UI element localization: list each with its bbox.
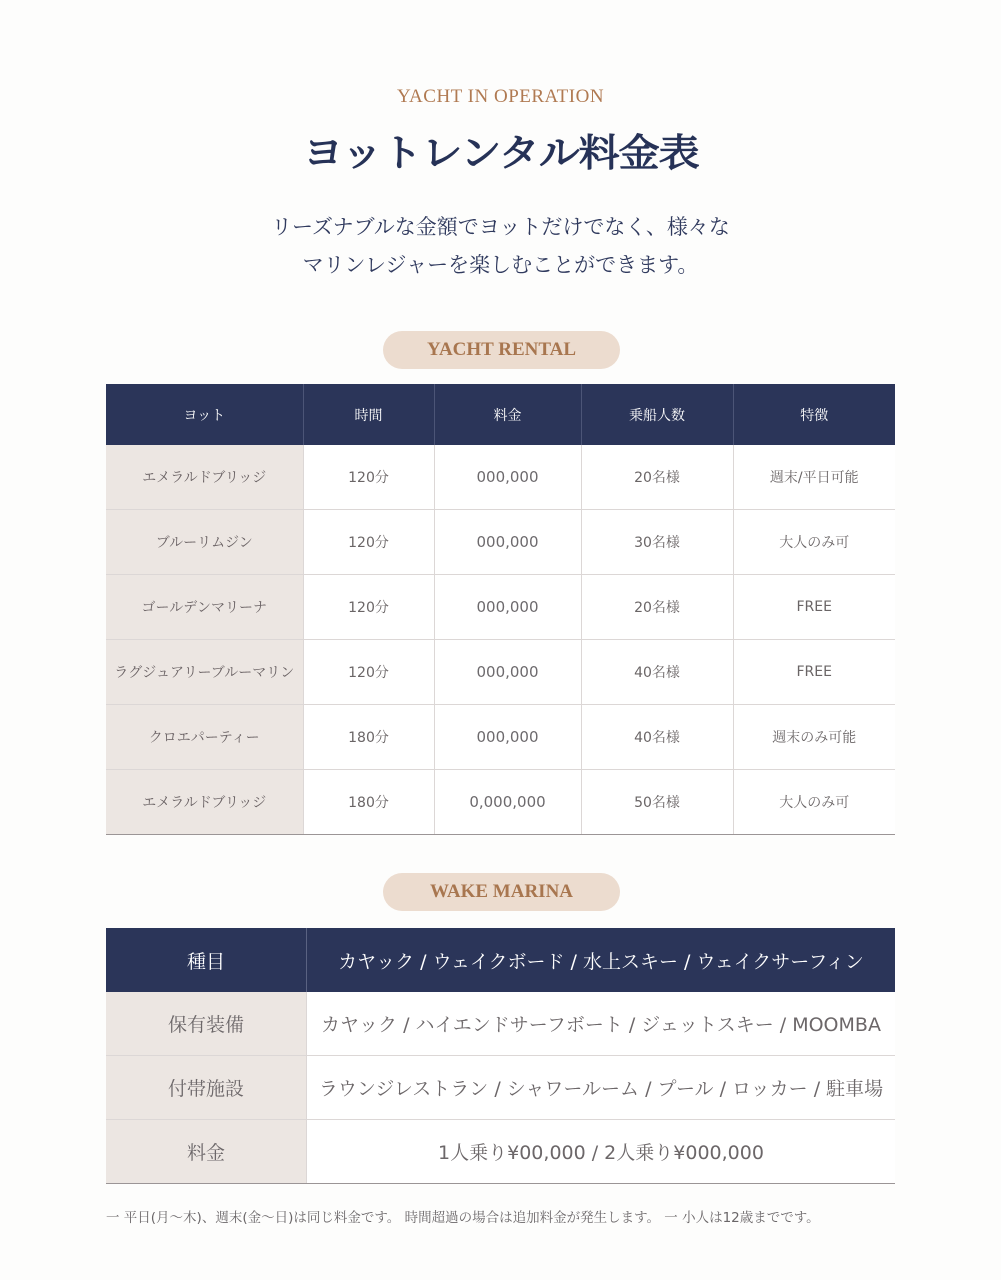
wake-marina-badge: WAKE MARINA <box>383 873 620 911</box>
yacht-price: 000,000 <box>434 445 581 510</box>
yacht-feature: 大人のみ可 <box>733 510 895 575</box>
header-feature: 特徴 <box>733 384 895 445</box>
wake-marina-table <box>106 928 895 1184</box>
page-title: ヨットレンタル料金表 <box>302 131 699 175</box>
table-row <box>106 705 895 770</box>
row-value: 1人乗り¥00,000 / 2人乗り¥000,000 <box>307 1120 896 1184</box>
yacht-capacity: 40名様 <box>581 640 733 705</box>
row-label: 料金 <box>106 1120 307 1184</box>
table-row <box>106 575 895 640</box>
header-price: 料金 <box>434 384 581 445</box>
header-activities: カヤック / ウェイクボード / 水上スキー / ウェイクサーフィン <box>307 928 896 992</box>
yacht-rental-table <box>106 384 895 835</box>
table-row <box>106 1120 895 1184</box>
yacht-capacity: 30名様 <box>581 510 733 575</box>
yacht-name: エメラルドブリッジ <box>106 445 303 510</box>
footnote: 一 平日(月〜木)、週末(金〜日)は同じ料金です。 時間超過の場合は追加料金が発生します。 一 小人は12歳までです。 <box>106 1210 820 1226</box>
yacht-capacity: 40名様 <box>581 705 733 770</box>
yacht-feature: FREE <box>733 575 895 640</box>
yacht-price: 0,000,000 <box>434 770 581 835</box>
yacht-price: 000,000 <box>434 705 581 770</box>
yacht-capacity: 20名様 <box>581 575 733 640</box>
lead-text <box>0 208 1001 284</box>
yacht-price: 000,000 <box>434 510 581 575</box>
lead-line-2: マリンレジャーを楽しむことができます。 <box>302 253 699 277</box>
table-header-row <box>106 928 895 992</box>
yacht-price: 000,000 <box>434 575 581 640</box>
yacht-time: 180分 <box>303 705 434 770</box>
yacht-name: ブルーリムジン <box>106 510 303 575</box>
yacht-time: 120分 <box>303 640 434 705</box>
yacht-name: ラグジュアリーブルーマリン <box>106 640 303 705</box>
yacht-time: 120分 <box>303 510 434 575</box>
yacht-price: 000,000 <box>434 640 581 705</box>
yacht-feature: 週末のみ可能 <box>733 705 895 770</box>
yacht-name: クロエパーティー <box>106 705 303 770</box>
table-row <box>106 640 895 705</box>
yacht-rental-badge: YACHT RENTAL <box>383 331 620 369</box>
header-yacht: ヨット <box>106 384 303 445</box>
header-category: 種目 <box>106 928 307 992</box>
yacht-name: エメラルドブリッジ <box>106 770 303 835</box>
yacht-feature: FREE <box>733 640 895 705</box>
yacht-time: 120分 <box>303 575 434 640</box>
yacht-capacity: 50名様 <box>581 770 733 835</box>
yacht-time: 120分 <box>303 445 434 510</box>
lead-line-1: リーズナブルな金額でヨットだけでなく、様々な <box>271 215 730 239</box>
table-header-row <box>106 384 895 445</box>
row-value: カヤック / ハイエンドサーフボート / ジェットスキー / MOOMBA <box>307 992 896 1056</box>
table-row <box>106 510 895 575</box>
table-row <box>106 1056 895 1120</box>
table-row <box>106 770 895 835</box>
yacht-name: ゴールデンマリーナ <box>106 575 303 640</box>
eyebrow-text: YACHT IN OPERATION <box>396 86 605 107</box>
row-value: ラウンジレストラン / シャワールーム / プール / ロッカー / 駐車場 <box>307 1056 896 1120</box>
row-label: 保有装備 <box>106 992 307 1056</box>
header-capacity: 乗船人数 <box>581 384 733 445</box>
row-label: 付帯施設 <box>106 1056 307 1120</box>
table-row <box>106 445 895 510</box>
yacht-feature: 大人のみ可 <box>733 770 895 835</box>
yacht-feature: 週末/平日可能 <box>733 445 895 510</box>
yacht-time: 180分 <box>303 770 434 835</box>
yacht-capacity: 20名様 <box>581 445 733 510</box>
header-time: 時間 <box>303 384 434 445</box>
table-row <box>106 992 895 1056</box>
